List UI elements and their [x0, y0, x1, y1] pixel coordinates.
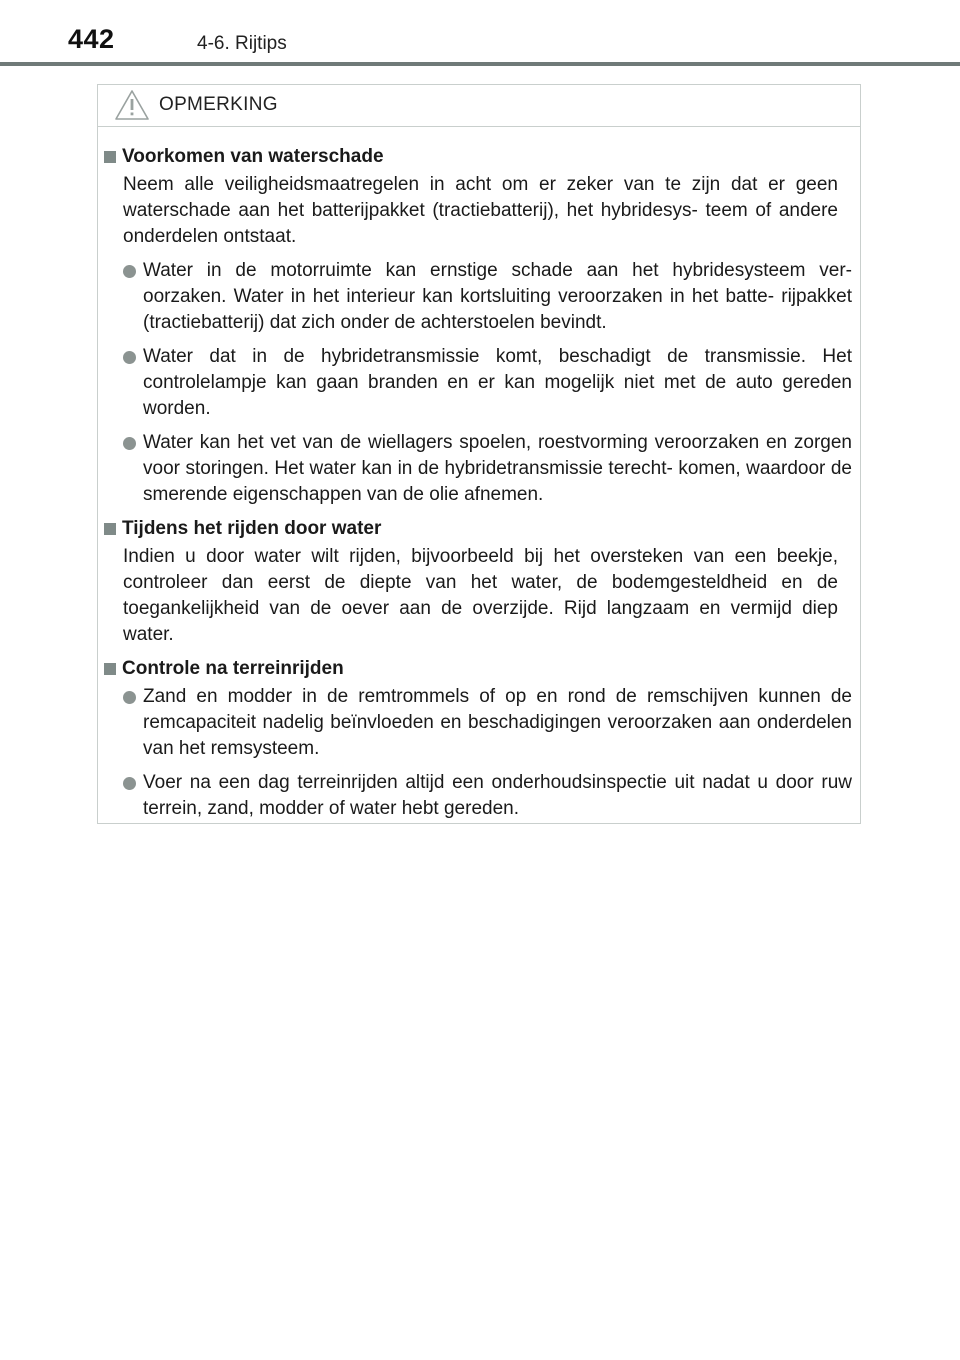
page-number: 442	[68, 24, 115, 54]
square-bullet-icon	[104, 663, 116, 675]
section-heading	[104, 656, 852, 682]
round-bullet-icon	[123, 351, 136, 364]
section-heading-text: Controle na terreinrijden	[122, 658, 344, 679]
square-bullet-icon	[104, 151, 116, 163]
notice-box	[97, 84, 861, 824]
list-item-text: Water dat in de hybridetransmissie komt, beschadigt de transmissie. Het controlelampje kan gaan branden en er kan mogelijk niet met de auto gereden worden.	[143, 346, 852, 419]
list-item	[123, 684, 852, 762]
list-item	[123, 770, 852, 822]
list-item	[123, 344, 852, 422]
section-heading-text: Tijdens het rijden door water	[122, 518, 382, 539]
notice-body	[98, 127, 860, 822]
header-rule	[0, 62, 960, 66]
section-heading	[104, 516, 852, 542]
notice-label: OPMERKING	[159, 94, 278, 115]
warning-triangle-icon	[114, 89, 150, 121]
round-bullet-icon	[123, 777, 136, 790]
round-bullet-icon	[123, 265, 136, 278]
list-item	[123, 430, 852, 508]
list-item-text: Water in de motorruimte kan ernstige schade aan het hybridesysteem ver- oorzaken. Water in het interieur kan kortsluiting veroorzaken in het batte- rijpakket (tractiebatterij) dat zich onder de achterstoelen bevindt.	[143, 260, 852, 333]
section-heading	[104, 144, 852, 170]
page-header	[0, 0, 960, 68]
list-item-text: Zand en modder in de remtrommels of op en rond de remschijven kunnen de remcapaciteit nadelig beïnvloeden en beschadigingen veroorzaken aan onderdelen van het remsysteem.	[143, 686, 852, 759]
round-bullet-icon	[123, 437, 136, 450]
list-item	[123, 258, 852, 336]
list-item-text: Water kan het vet van de wiellagers spoelen, roestvorming veroorzaken en zorgen voor storingen. Het water kan in de hybridetransmissie terecht- komen, waardoor de smerende eigenschappen van de olie afnemen.	[143, 432, 852, 505]
section-title: 4-6. Rijtips	[197, 33, 287, 54]
section-heading-text: Voorkomen van waterschade	[122, 146, 384, 167]
notice-header	[98, 85, 860, 127]
list-item-text: Voer na een dag terreinrijden altijd een onderhoudsinspectie uit nadat u door ruw terrein, zand, modder of water hebt gereden.	[143, 772, 852, 819]
round-bullet-icon	[123, 691, 136, 704]
square-bullet-icon	[104, 523, 116, 535]
section-paragraph: Neem alle veiligheidsmaatregelen in acht om er zeker van te zijn dat er geen waterschade aan het batterijpakket (tractiebatterij), het hybridesys- teem of andere onderdelen ontstaat.	[123, 174, 838, 247]
section-paragraph: Indien u door water wilt rijden, bijvoorbeeld bij het oversteken van een beekje, controleer dan eerst de diepte van het water, de bodemgesteldheid en de toegankelijkheid van de oever aan de overzijde. Rijd langzaam en vermijd diep water.	[123, 546, 838, 645]
